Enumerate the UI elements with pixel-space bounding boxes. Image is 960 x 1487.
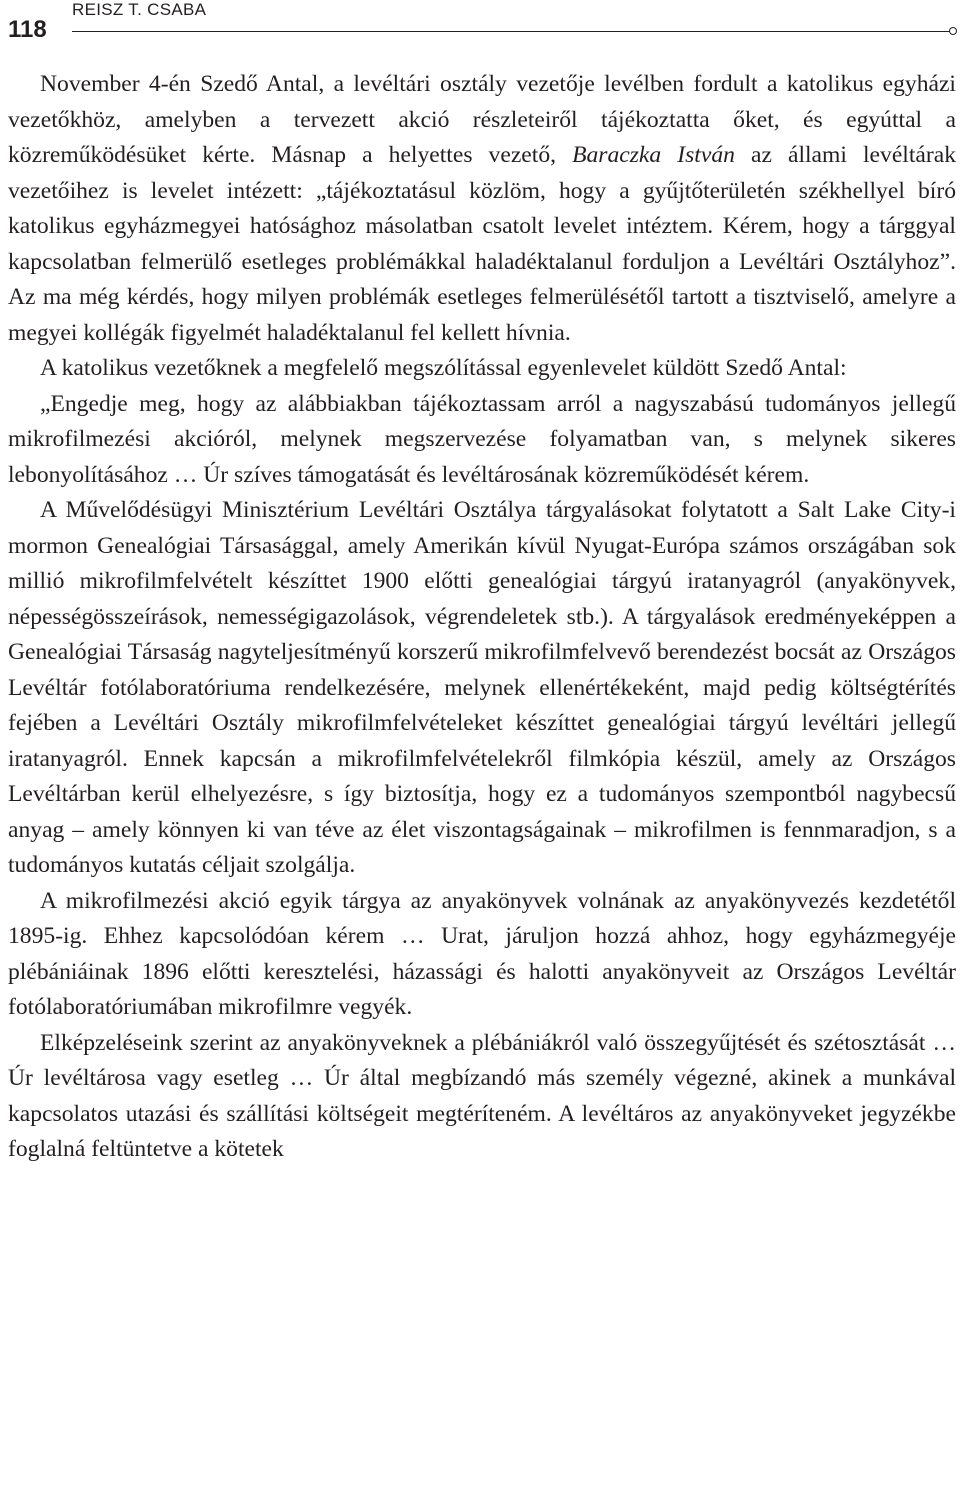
header-rule-ornament-icon bbox=[949, 27, 957, 35]
paragraph-text: az állami levéltárak vezetőihez is levelet intézett: „tájékoztatásul közlöm, hogy a gyűjtőterületén székhellyel bíró katolikus egyházmegyei hatósághoz másolatban csatolt levelet intéztem. Kérem, hogy a tárggyal kapcsolatban felmerülő esetleges problémákkal haladéktalanul forduljon a Levéltári Osztályhoz”. Az ma még kérdés, hogy milyen problémák esetleges felmerülésétől tartott a tisztviselő, amelyre a megyei kollégák figyelmét haladéktalanul fel kellett hívnia. bbox=[8, 142, 956, 346]
body-text bbox=[8, 67, 956, 1168]
header-rule bbox=[72, 31, 950, 32]
page-number: 118 bbox=[8, 16, 47, 43]
paragraph-text: November 4-én Szedő Antal, a levéltári osztály vezetője levélben fordult a katolikus egyházi vezetőkhöz, amelyben a tervezett akció részleteiről tájékoztatta őket, és egyúttal a közreműködésüket kérte. Másnap a helyettes vezető, bbox=[8, 71, 956, 168]
paragraph: A mikrofilmezési akció egyik tárgya az anyakönyvek volnának az anyakönyvezés kezdetétől 1895-ig. Ehhez kapcsolódóan kérem … Urat, járuljon hozzá ahhoz, hogy egyházmegyéje plébániáinak 1896 előtti keresztelési, házassági és halotti anyakönyveit az Országos Levéltár fotólaboratóriumában mikrofilmre vegyék. bbox=[8, 887, 956, 1020]
person-name: Baraczka István bbox=[572, 142, 735, 168]
paragraph: A katolikus vezetőknek a megfelelő megszólítással egyenlevelet küldött Szedő Antal: bbox=[40, 355, 847, 381]
running-head: REISZ T. CSABA bbox=[72, 0, 207, 19]
paragraph: Elképzeléseink szerint az anyakönyveknek a plébániákról való összegyűjtését és szétosztását … Úr levéltárosa vagy esetleg … Úr által megbízandó más személy végezné, akinek a munkával kapcsolatos utazási és szállítási költségeit megtéríteném. A levéltáros az anyakönyveket jegyzékbe foglalná feltüntetve a kötetek bbox=[8, 1029, 956, 1162]
paragraph: „Engedje meg, hogy az alábbiakban tájékoztassam arról a nagyszabású tudományos jellegű mikrofilmezési akcióról, melynek megszervezése folyamatban van, s melynek sikeres lebonyolításához … Úr szíves támogatását és levéltárosának közreműködését kérem. bbox=[8, 390, 956, 488]
paragraph bbox=[8, 67, 956, 351]
paragraph: A Művelődésügyi Minisztérium Levéltári Osztálya tárgyalásokat folytatott a Salt Lake City-i mormon Genealógiai Társasággal, amely Amerikán kívül Nyugat-Európa számos országában sok millió mikrofilmfelvételt készíttet 1900 előtti genealógiai tárgyú iratanyagról (anyakönyvek, népességösszeírások, nemességigazolások, végrendeletek stb.). A tárgyalások eredményeképpen a Genealógiai Társaság nagyteljesítményű korszerű mikrofilmfelvevő berendezést bocsát az Országos Levéltár fotólaboratóriuma rendelkezésére, melynek ellenértékeként, majd pedig költségtérítés fejében a Levéltári Osztály mikrofilmfelvételeket készíttet genealógiai tárgyú levéltári jellegű iratanyagról. Ennek kapcsán a mikrofilmfelvételekről filmkópia készül, amely az Országos Levéltárban kerül elhelyezésre, s így biztosítja, hogy ez a tudományos szempontból nagybecsű anyag – amely könnyen ki van téve az élet viszontagságainak – mikrofilmen is fennmaradjon, s a tudományos kutatás céljait szolgálja. bbox=[8, 497, 956, 878]
